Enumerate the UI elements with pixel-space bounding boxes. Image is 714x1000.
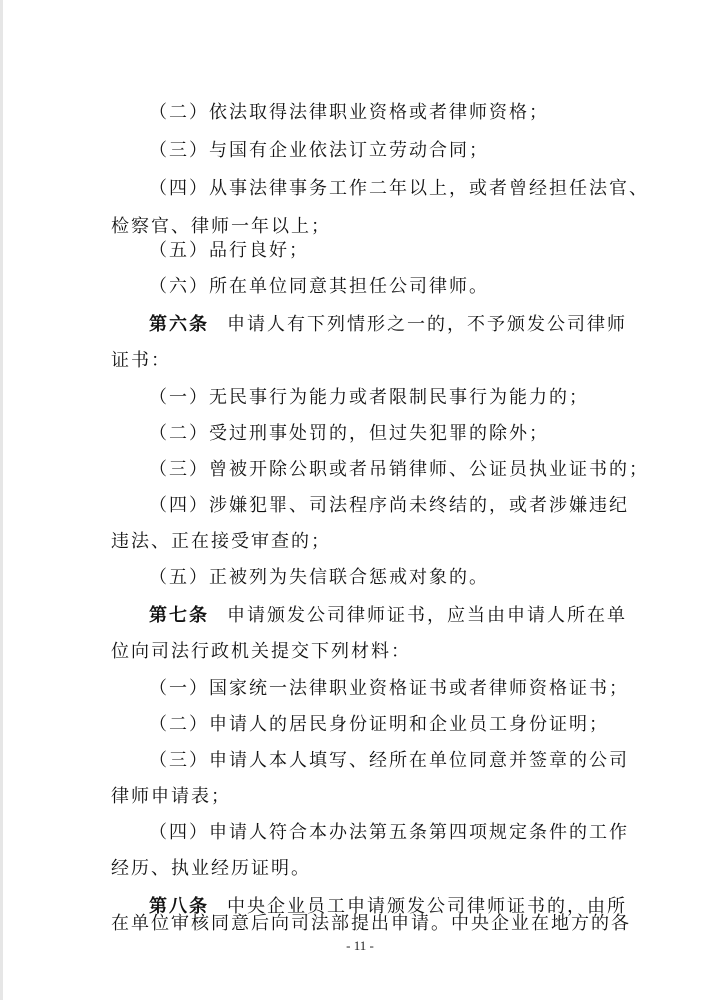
text-line: 位向司法行政机关提交下列材料： (111, 641, 411, 662)
text-line: 证书： (111, 350, 171, 371)
text-line: （四）申请人符合本办法第五条第四项规定条件的工作 (149, 822, 629, 843)
article-number: 第七条 (149, 605, 209, 626)
text-line: （五）正被列为失信联合惩戒对象的。 (149, 567, 489, 588)
article-text: 中央企业员工申请颁发公司律师证书的，由所 (227, 896, 627, 917)
article-text: 申请人有下列情形之一的，不予颁发公司律师 (227, 314, 627, 335)
text-line: （三）曾被开除公职或者吊销律师、公证员执业证书的； (149, 459, 649, 480)
article-text: 申请颁发公司律师证书，应当由申请人所在单 (227, 605, 627, 626)
text-line: （五）品行良好； (149, 240, 309, 261)
text-line: （四）从事法律事务工作二年以上，或者曾经担任法官、 (149, 178, 649, 199)
text-line: （二）受过刑事处罚的，但过失犯罪的除外； (149, 423, 549, 444)
text-line: 律师申请表； (111, 786, 231, 807)
text-line: （二）依法取得法律职业资格或者律师资格； (149, 102, 549, 123)
text-line: （一）无民事行为能力或者限制民事行为能力的； (149, 387, 589, 408)
article-6-line (149, 313, 627, 337)
text-line: （二）申请人的居民身份证明和企业员工身份证明； (149, 714, 609, 735)
text-line: （六）所在单位同意其担任公司律师。 (149, 276, 489, 297)
text-line: 违法、正在接受审查的； (111, 531, 331, 552)
text-line: 经历、执业经历证明。 (111, 858, 311, 879)
article-number: 第六条 (149, 314, 209, 335)
article-number: 第八条 (149, 896, 209, 917)
text-line: 在单位审核同意后向司法部提出申请。中央企业在地方的各 (111, 913, 631, 934)
text-line: 检察官、律师一年以上； (111, 216, 331, 237)
text-line: （四）涉嫌犯罪、司法程序尚未终结的，或者涉嫌违纪 (149, 495, 629, 516)
text-line: （三）申请人本人填写、经所在单位同意并签章的公司 (149, 750, 629, 771)
article-7-line (149, 604, 627, 628)
page-number: - 11 - (346, 938, 374, 953)
text-line: （一）国家统一法律职业资格证书或者律师资格证书； (149, 678, 629, 699)
text-line: （三）与国有企业依法订立劳动合同； (149, 140, 489, 161)
